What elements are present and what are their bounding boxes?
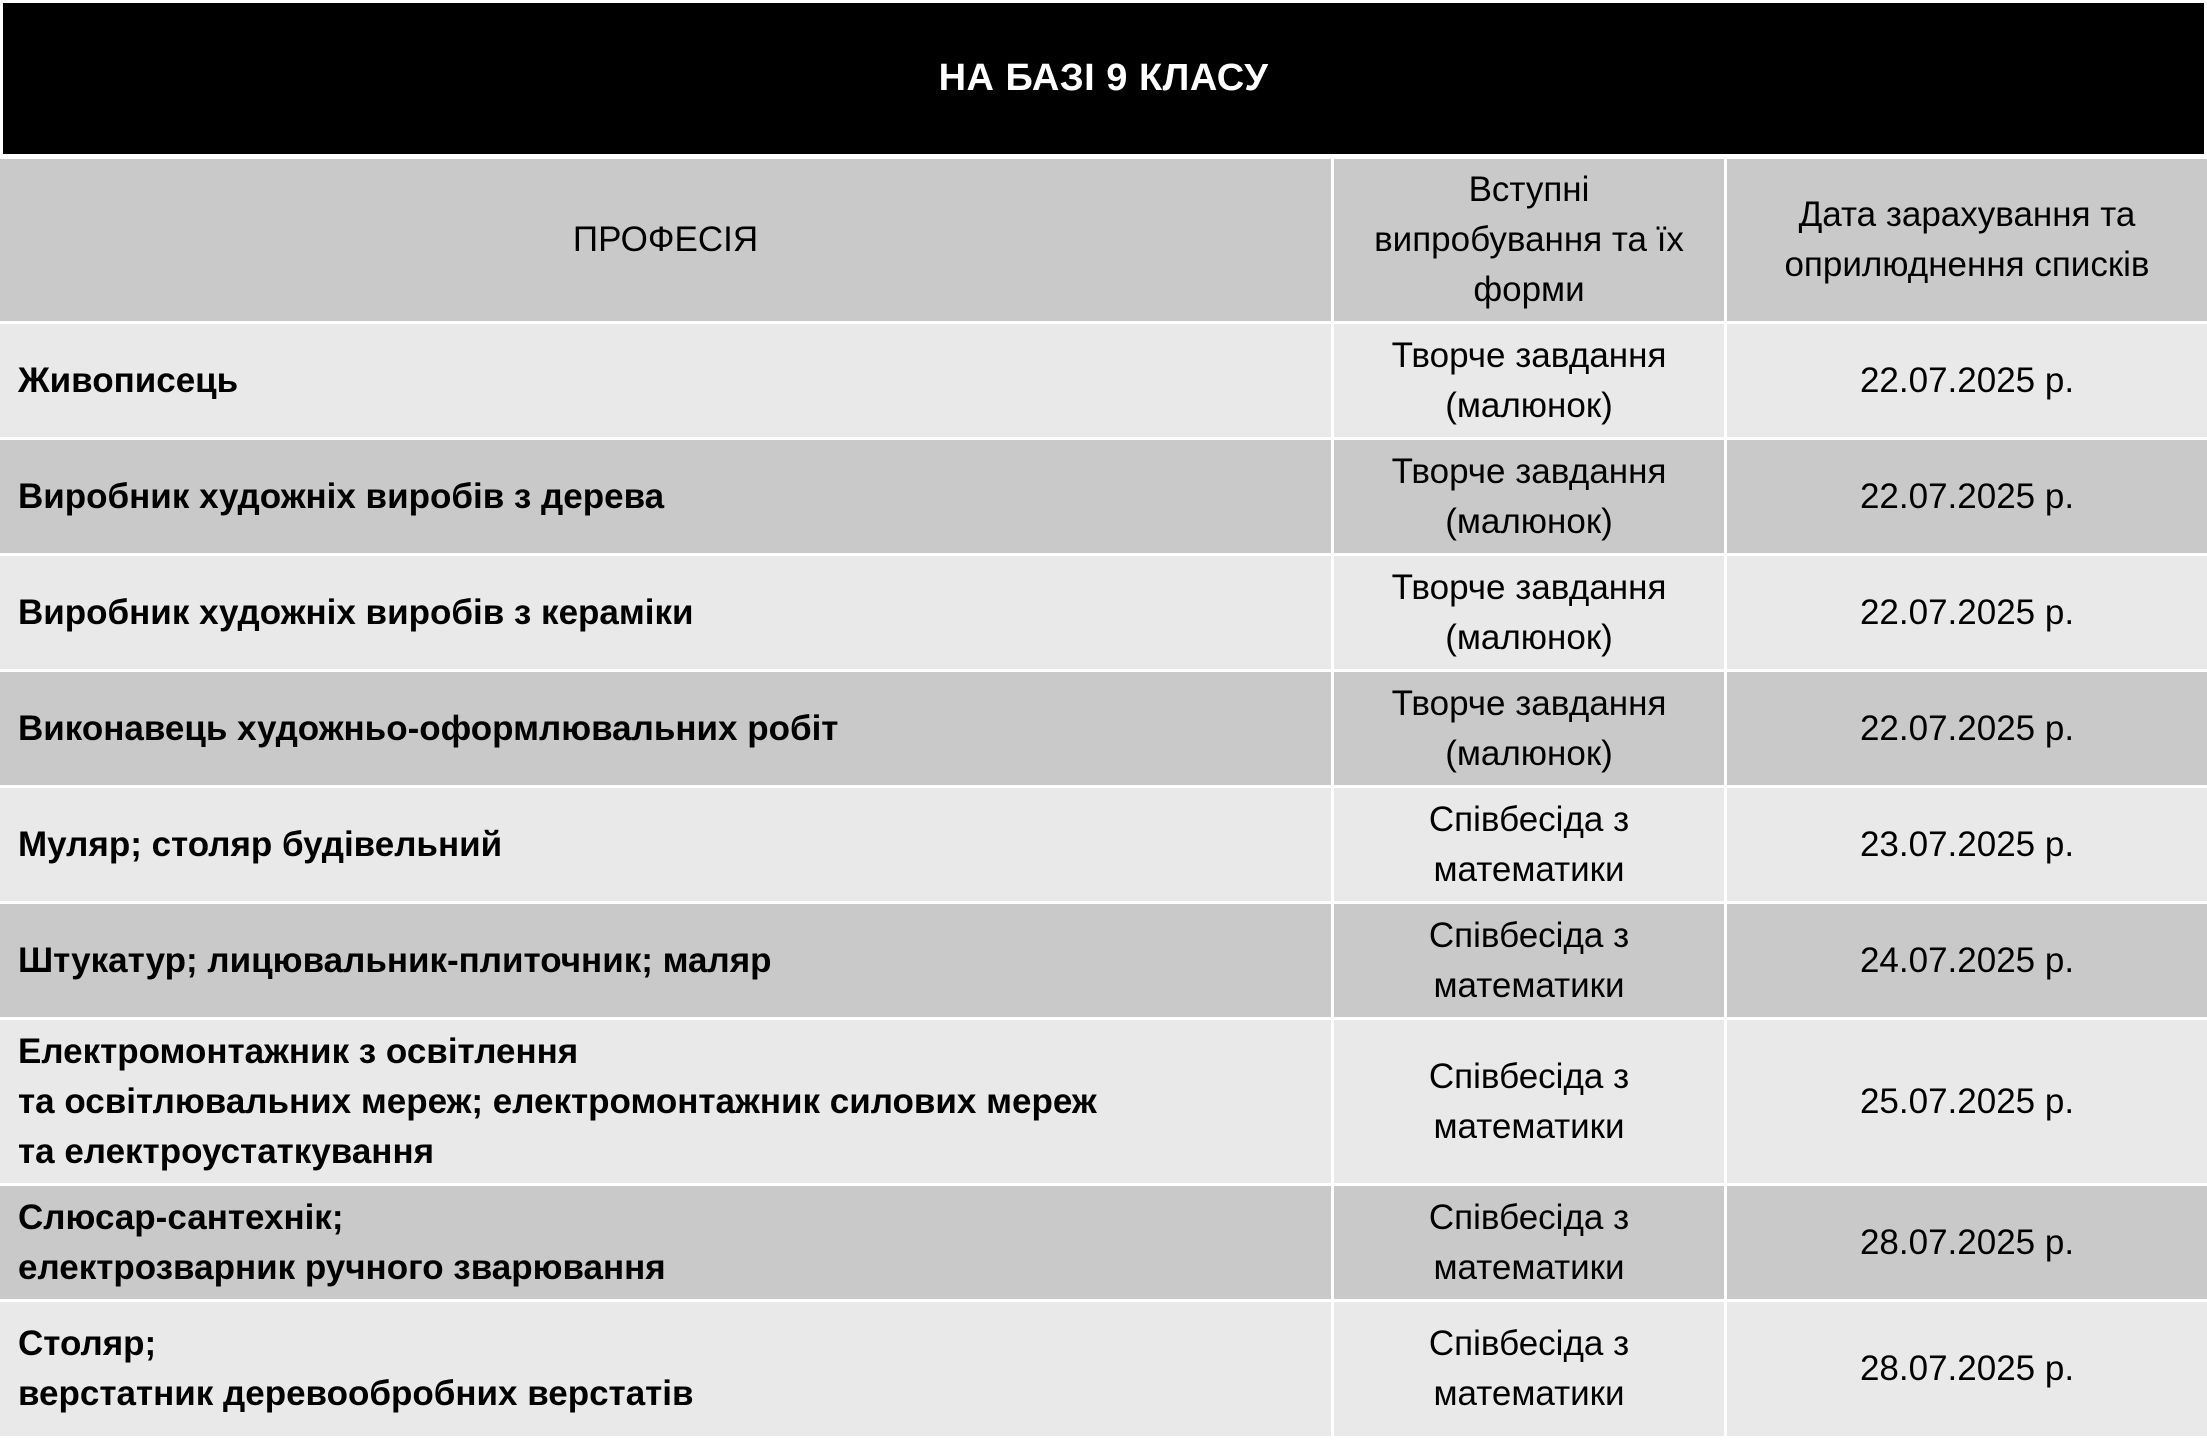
exam-line: математики (1433, 849, 1625, 889)
page-title: НА БАЗІ 9 КЛАСУ (938, 57, 1269, 99)
row-exam (1334, 672, 1727, 788)
header-exams-line: випробування та їх (1374, 220, 1684, 259)
row-date (1727, 1186, 2207, 1302)
profession-name-line: Слюсар-сантехнік; (18, 1197, 344, 1237)
profession-name-line: та освітлювальних мереж; електромонтажник силових мереж (18, 1081, 1097, 1121)
row-date (1727, 672, 2207, 788)
row-exam (1334, 556, 1727, 672)
exam-line: (малюнок) (1445, 501, 1613, 541)
exam-line: Співбесіда з (1428, 915, 1630, 955)
row-exam (1334, 1020, 1727, 1186)
date-value: 28.07.2025 р. (1859, 1349, 2075, 1388)
exam-line: Співбесіда з (1428, 1197, 1630, 1237)
row-date (1727, 324, 2207, 440)
date-value: 23.07.2025 р. (1859, 824, 2075, 864)
profession-name-line: Електромонтажник з освітлення (18, 1031, 579, 1071)
header-profession (0, 159, 1334, 324)
row-profession (0, 904, 1334, 1020)
header-date-line: Дата зарахування та (1798, 195, 2136, 234)
exam-line: Співбесіда з (1428, 1324, 1630, 1363)
row-profession (0, 1186, 1334, 1302)
row-exam (1334, 788, 1727, 904)
header-exams-line: форми (1473, 270, 1585, 309)
exam-line: математики (1433, 965, 1625, 1005)
exam-line: Творче завдання (1391, 451, 1667, 491)
exam-line: математики (1433, 1106, 1625, 1146)
row-profession (0, 556, 1334, 672)
exam-line: Творче завдання (1391, 567, 1667, 607)
row-date (1727, 1302, 2207, 1439)
exam-line: математики (1433, 1374, 1625, 1413)
date-value: 24.07.2025 р. (1859, 940, 2075, 980)
profession-name: Виробник художніх виробів з кераміки (18, 592, 694, 632)
row-profession (0, 440, 1334, 556)
row-exam (1334, 440, 1727, 556)
date-value: 22.07.2025 р. (1859, 476, 2075, 516)
exam-line: Творче завдання (1391, 335, 1667, 375)
row-exam (1334, 1186, 1727, 1302)
date-value: 25.07.2025 р. (1859, 1081, 2075, 1121)
profession-name-line: Столяр; (18, 1324, 157, 1363)
row-exam (1334, 1302, 1727, 1439)
row-profession (0, 788, 1334, 904)
date-value: 22.07.2025 р. (1859, 592, 2075, 632)
title-banner (3, 3, 2204, 154)
profession-name-line: верстатник деревообробних верстатів (18, 1374, 694, 1413)
row-profession (0, 672, 1334, 788)
exam-line: Співбесіда з (1428, 1056, 1630, 1096)
admission-table (0, 159, 2207, 1439)
row-date (1727, 788, 2207, 904)
row-profession (0, 1020, 1334, 1186)
exam-line: Співбесіда з (1428, 799, 1630, 839)
row-date (1727, 904, 2207, 1020)
date-value: 22.07.2025 р. (1859, 708, 2075, 748)
profession-name: Муляр; столяр будівельний (18, 824, 503, 864)
exam-line: (малюнок) (1445, 617, 1613, 657)
profession-name-line: електрозварник ручного зварювання (18, 1247, 666, 1287)
row-date (1727, 440, 2207, 556)
date-value: 22.07.2025 р. (1859, 360, 2075, 400)
row-profession (0, 1302, 1334, 1439)
row-date (1727, 556, 2207, 672)
exam-line: (малюнок) (1445, 733, 1613, 773)
profession-name: Виробник художніх виробів з дерева (18, 476, 665, 516)
exam-line: Творче завдання (1391, 683, 1667, 723)
header-date (1727, 159, 2207, 324)
profession-name: Виконавець художньо-оформлювальних робіт (18, 708, 839, 748)
row-date (1727, 1020, 2207, 1186)
header-exams-line: Вступні (1468, 170, 1590, 209)
profession-name-line: та електроустаткування (18, 1131, 435, 1171)
row-exam (1334, 904, 1727, 1020)
date-value: 28.07.2025 р. (1859, 1222, 2075, 1262)
header-date-line: оприлюднення списків (1784, 245, 2150, 284)
exam-line: (малюнок) (1445, 385, 1613, 425)
header-profession-label: ПРОФЕСІЯ (572, 220, 759, 259)
profession-name: Живописець (18, 360, 239, 400)
exam-line: математики (1433, 1247, 1625, 1287)
header-exams (1334, 159, 1727, 324)
row-profession (0, 324, 1334, 440)
profession-name: Штукатур; лицювальник-плиточник; маляр (18, 940, 772, 980)
row-exam (1334, 324, 1727, 440)
